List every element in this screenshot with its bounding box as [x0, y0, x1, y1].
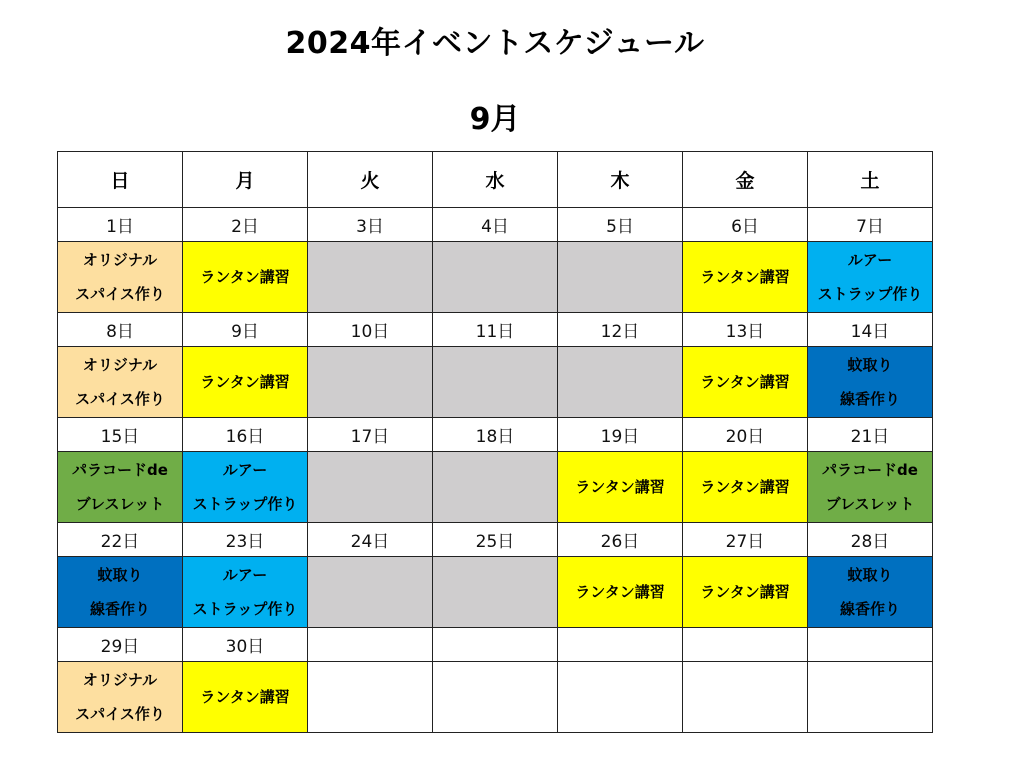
date-cell — [308, 628, 433, 662]
calendar-table — [57, 151, 933, 733]
event-label: ランタン講習 — [700, 268, 790, 286]
event-cell-lure — [808, 242, 933, 313]
event-cell-spice — [58, 347, 183, 418]
page-title: 2024年イベントスケジュール — [285, 26, 705, 61]
event-label: ルアー — [222, 461, 268, 479]
date-cell: 8日 — [58, 313, 183, 347]
empty-cell — [683, 662, 808, 733]
event-cell-mosquito — [58, 557, 183, 628]
event-cell-lantern — [183, 662, 308, 733]
event-cell-lantern — [183, 242, 308, 313]
event-label: ランタン講習 — [200, 373, 290, 391]
event-label: ランタン講習 — [575, 583, 665, 601]
date-cell: 11日 — [433, 313, 558, 347]
event-label: ルアー — [847, 251, 893, 269]
event-label: オリジナル — [82, 251, 158, 269]
weekday-thu: 木 — [558, 152, 683, 208]
date-cell: 3日 — [308, 208, 433, 242]
date-cell — [433, 628, 558, 662]
weekday-mon: 月 — [183, 152, 308, 208]
event-row — [58, 662, 933, 733]
empty-cell — [808, 662, 933, 733]
event-label: ストラップ作り — [192, 495, 298, 513]
event-row — [58, 242, 933, 313]
weekday-tue: 火 — [308, 152, 433, 208]
event-row — [58, 347, 933, 418]
date-cell: 9日 — [183, 313, 308, 347]
event-label: ランタン講習 — [200, 268, 290, 286]
date-cell: 1日 — [58, 208, 183, 242]
event-label: ストラップ作り — [817, 285, 923, 303]
date-row — [58, 628, 933, 662]
event-label: 線香作り — [839, 390, 900, 408]
date-cell: 13日 — [683, 313, 808, 347]
event-label: ランタン講習 — [700, 478, 790, 496]
date-cell: 23日 — [183, 523, 308, 557]
date-cell: 14日 — [808, 313, 933, 347]
event-cell-spice — [58, 242, 183, 313]
event-cell-lantern — [683, 557, 808, 628]
event-label: ランタン講習 — [700, 583, 790, 601]
date-cell — [558, 628, 683, 662]
event-label: パラコードde — [72, 461, 168, 479]
closed-cell — [558, 242, 683, 313]
date-cell: 18日 — [433, 418, 558, 452]
date-cell — [683, 628, 808, 662]
date-cell: 12日 — [558, 313, 683, 347]
date-cell: 28日 — [808, 523, 933, 557]
closed-cell — [433, 242, 558, 313]
date-cell: 16日 — [183, 418, 308, 452]
event-cell-lantern — [683, 452, 808, 523]
closed-cell — [433, 452, 558, 523]
empty-cell — [558, 662, 683, 733]
event-cell-lantern — [558, 452, 683, 523]
event-row — [58, 557, 933, 628]
event-label: パラコードde — [822, 461, 918, 479]
date-cell: 25日 — [433, 523, 558, 557]
date-cell: 17日 — [308, 418, 433, 452]
event-label: オリジナル — [82, 356, 158, 374]
date-cell: 27日 — [683, 523, 808, 557]
date-cell: 5日 — [558, 208, 683, 242]
weekday-sun: 日 — [58, 152, 183, 208]
event-cell-mosquito — [808, 347, 933, 418]
date-cell: 4日 — [433, 208, 558, 242]
date-row — [58, 418, 933, 452]
date-row — [58, 208, 933, 242]
event-cell-spice — [58, 662, 183, 733]
event-label: スパイス作り — [75, 285, 165, 303]
event-label: 蚊取り — [97, 566, 143, 584]
date-cell: 21日 — [808, 418, 933, 452]
event-label: ルアー — [222, 566, 268, 584]
date-cell: 26日 — [558, 523, 683, 557]
closed-cell — [558, 347, 683, 418]
event-label: ランタン講習 — [700, 373, 790, 391]
date-cell: 2日 — [183, 208, 308, 242]
weekday-header-row — [58, 152, 933, 208]
date-row — [58, 523, 933, 557]
month-heading: 9月 — [469, 102, 521, 137]
event-label: 蚊取り — [847, 356, 893, 374]
closed-cell — [308, 452, 433, 523]
event-label: ランタン講習 — [200, 688, 290, 706]
event-label: 線香作り — [89, 600, 150, 618]
weekday-wed: 水 — [433, 152, 558, 208]
closed-cell — [308, 347, 433, 418]
event-label: ストラップ作り — [192, 600, 298, 618]
event-cell-lantern — [683, 347, 808, 418]
weekday-fri: 金 — [683, 152, 808, 208]
event-cell-lure — [183, 557, 308, 628]
closed-cell — [308, 242, 433, 313]
closed-cell — [433, 557, 558, 628]
event-label: ブレスレット — [75, 495, 165, 513]
date-cell: 22日 — [58, 523, 183, 557]
date-cell: 19日 — [558, 418, 683, 452]
empty-cell — [433, 662, 558, 733]
date-cell: 6日 — [683, 208, 808, 242]
weekday-sat: 土 — [808, 152, 933, 208]
closed-cell — [308, 557, 433, 628]
date-cell: 15日 — [58, 418, 183, 452]
event-label: 線香作り — [839, 600, 900, 618]
date-cell: 30日 — [183, 628, 308, 662]
date-cell: 24日 — [308, 523, 433, 557]
date-cell: 7日 — [808, 208, 933, 242]
event-cell-paracord — [58, 452, 183, 523]
event-label: ブレスレット — [825, 495, 915, 513]
date-cell — [808, 628, 933, 662]
event-cell-lantern — [683, 242, 808, 313]
event-cell-mosquito — [808, 557, 933, 628]
event-label: スパイス作り — [75, 705, 165, 723]
event-cell-paracord — [808, 452, 933, 523]
event-label: オリジナル — [82, 671, 158, 689]
event-cell-lantern — [558, 557, 683, 628]
calendar-body — [58, 208, 933, 733]
event-cell-lantern — [183, 347, 308, 418]
event-cell-lure — [183, 452, 308, 523]
closed-cell — [433, 347, 558, 418]
date-cell: 29日 — [58, 628, 183, 662]
empty-cell — [308, 662, 433, 733]
event-label: スパイス作り — [75, 390, 165, 408]
event-label: 蚊取り — [847, 566, 893, 584]
event-label: ランタン講習 — [575, 478, 665, 496]
date-cell: 20日 — [683, 418, 808, 452]
date-cell: 10日 — [308, 313, 433, 347]
date-row — [58, 313, 933, 347]
event-row — [58, 452, 933, 523]
